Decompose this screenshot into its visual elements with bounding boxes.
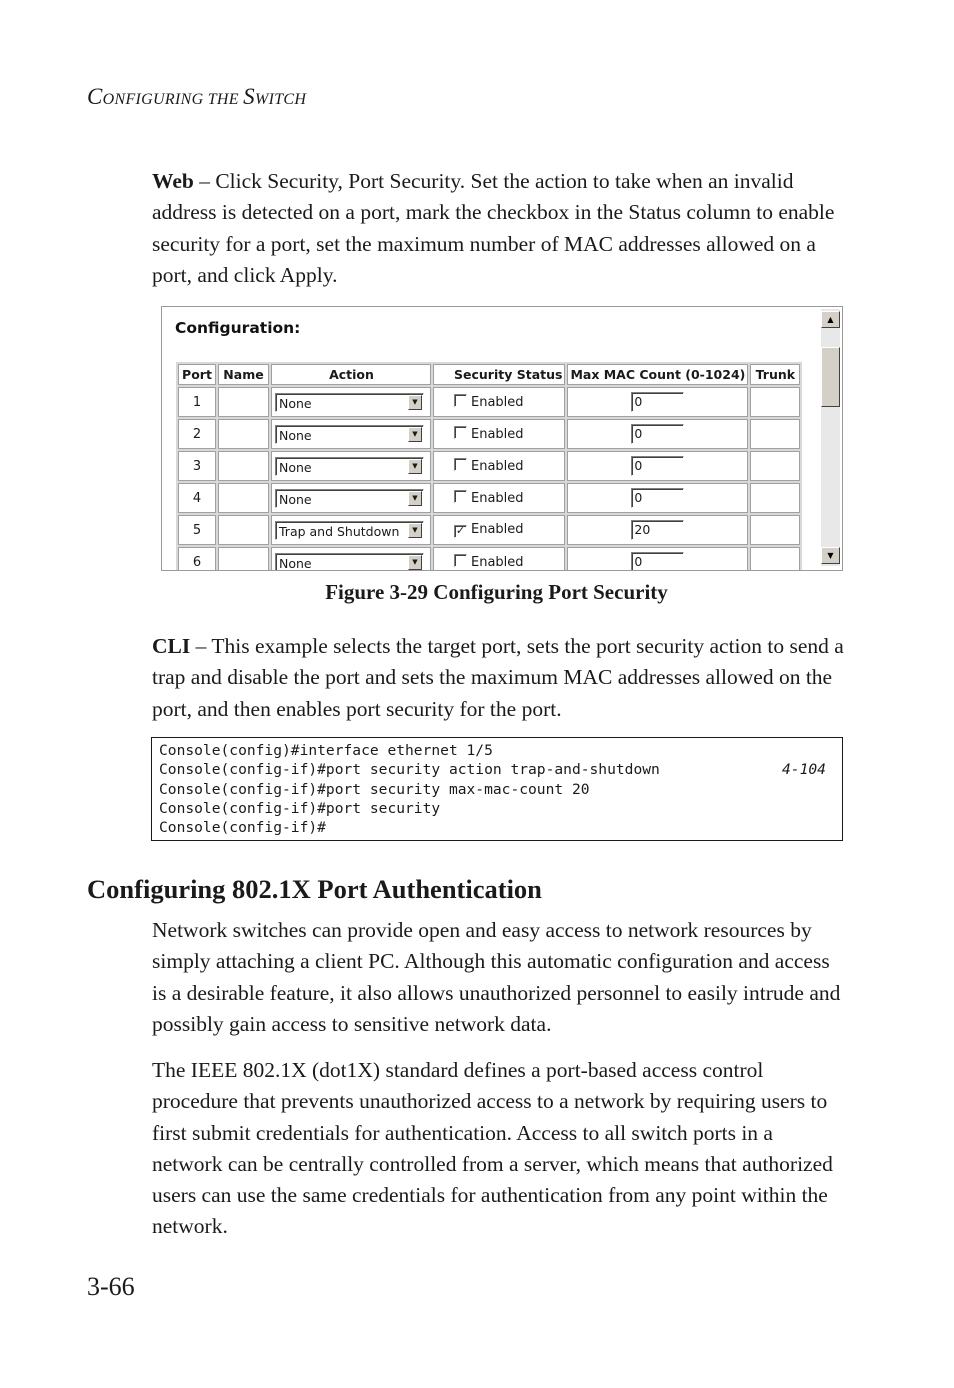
action-cell <box>271 387 431 417</box>
security-status-cell <box>433 515 565 545</box>
enabled-checkbox[interactable]: ✓ <box>455 524 466 537</box>
port-cell: 3 <box>178 451 216 481</box>
security-status-cell <box>433 547 565 571</box>
enabled-label: Enabled <box>471 491 524 506</box>
max-mac-count-input[interactable]: 0 <box>631 552 684 571</box>
action-select[interactable] <box>275 553 424 572</box>
col-name-header: Name <box>218 364 269 385</box>
max-mac-cell <box>567 547 748 571</box>
scroll-up-arrow-icon[interactable]: ▲ <box>821 311 840 328</box>
chevron-down-icon[interactable]: ▼ <box>408 491 422 506</box>
col-action-header: Action <box>271 364 431 385</box>
web-text: – Click Security, Port Security. Set the action to take when an invalid address is detected on a port, mark the checkbox in the Status column to enable security for a port, set the maximum number of MAC addresses allowed on a port, and click Apply. <box>152 169 835 287</box>
configuration-title: Configuration: <box>175 319 301 337</box>
col-port-header: Port <box>178 364 216 385</box>
enabled-checkbox[interactable] <box>454 490 467 503</box>
enabled-label: Enabled <box>471 395 524 410</box>
table-row <box>178 547 800 571</box>
enabled-label: Enabled <box>471 522 524 537</box>
port-cell: 5 <box>178 515 216 545</box>
port-cell: 1 <box>178 387 216 417</box>
name-cell <box>218 451 269 481</box>
port-cell: 4 <box>178 483 216 513</box>
action-select[interactable] <box>275 425 424 444</box>
table-row <box>178 515 800 545</box>
action-select-value: None <box>279 491 312 507</box>
action-select[interactable] <box>275 393 424 412</box>
figure-caption <box>0 580 954 605</box>
action-select-value: None <box>279 555 312 571</box>
enabled-checkbox[interactable] <box>454 426 467 439</box>
trunk-cell <box>750 419 800 449</box>
cli-text: – This example selects the target port, sets the port security action to send a trap and disable the port and sets the maximum MAC addresses allowed on the port, and then enables port security for the port. <box>152 634 844 721</box>
max-mac-count-input[interactable]: 20 <box>631 520 684 540</box>
trunk-cell <box>750 547 800 571</box>
chevron-down-icon[interactable]: ▼ <box>408 395 422 410</box>
code-line <box>159 799 842 818</box>
action-cell <box>271 483 431 513</box>
col-security-status-header: Security Status <box>433 364 565 385</box>
code-line-text: Console(config-if)#port security action trap-and-shutdown <box>159 761 660 779</box>
section-heading: Configuring 802.1X Port Authentication <box>87 874 542 904</box>
table-row <box>178 451 800 481</box>
col-max-mac-count-header: Max MAC Count (0-1024) <box>567 364 748 385</box>
security-status-cell <box>433 451 565 481</box>
action-select[interactable] <box>275 457 424 476</box>
action-cell <box>271 515 431 545</box>
table-row <box>178 419 800 449</box>
scroll-down-arrow-icon[interactable]: ▼ <box>821 547 840 564</box>
code-line-text: Console(config-if)#port security <box>159 799 441 817</box>
body-paragraph-2: The IEEE 802.1X (dot1X) standard defines a port-based access control procedure that prevents unauthorized access to a network by requiring users to first submit credentials for authentication. Access to all switch ports in a network can be centrally controlled from a server, which means that authorized users can use the same credentials for authentication from any point within the network. <box>152 1058 833 1239</box>
action-select-value: None <box>279 459 312 475</box>
code-line <box>159 780 842 799</box>
chevron-down-icon[interactable]: ▼ <box>408 523 422 538</box>
action-select-value: Trap and Shutdown <box>279 523 400 539</box>
action-select-value: None <box>279 427 312 443</box>
enabled-label: Enabled <box>471 427 524 442</box>
table-header-row <box>178 364 800 385</box>
chevron-down-icon[interactable]: ▼ <box>408 427 422 442</box>
action-cell <box>271 547 431 571</box>
port-security-screenshot <box>161 306 843 571</box>
action-select-value: None <box>279 395 312 411</box>
cli-instructions-paragraph <box>152 631 847 725</box>
port-cell: 6 <box>178 547 216 571</box>
max-mac-cell <box>567 483 748 513</box>
page-number: 3-66 <box>87 1272 135 1301</box>
security-status-cell <box>433 483 565 513</box>
trunk-cell <box>750 515 800 545</box>
code-line-text: Console(config-if)# <box>159 819 326 837</box>
max-mac-count-input[interactable]: 0 <box>631 488 684 508</box>
enabled-label: Enabled <box>471 555 524 570</box>
action-cell <box>271 419 431 449</box>
cli-lead: CLI <box>152 634 191 658</box>
security-status-cell <box>433 419 565 449</box>
max-mac-count-input[interactable]: 0 <box>631 392 684 412</box>
code-line <box>159 760 842 779</box>
enabled-label: Enabled <box>471 459 524 474</box>
web-lead: Web <box>152 169 194 193</box>
code-line-text: Console(config-if)#port security max-mac-count 20 <box>159 780 590 798</box>
code-line <box>159 741 842 760</box>
max-mac-cell <box>567 419 748 449</box>
body-paragraph-1: Network switches can provide open and easy access to network resources by simply attaching a client PC. Although this automatic configuration and access is a desirable feature, it also allows unauthorized personnel to easily intrude and possibly gain access to sensitive network data. <box>152 918 841 1036</box>
action-select[interactable] <box>275 521 424 540</box>
trunk-cell <box>750 483 800 513</box>
name-cell <box>218 387 269 417</box>
port-cell: 2 <box>178 419 216 449</box>
name-cell <box>218 483 269 513</box>
col-trunk-header: Trunk <box>750 364 800 385</box>
cli-code-block <box>151 737 843 841</box>
table-row <box>178 387 800 417</box>
chevron-down-icon[interactable]: ▼ <box>408 459 422 474</box>
name-cell <box>218 419 269 449</box>
trunk-cell <box>750 387 800 417</box>
max-mac-count-input[interactable]: 0 <box>631 456 684 476</box>
security-status-cell <box>433 387 565 417</box>
port-security-table <box>176 362 802 571</box>
vertical-scrollbar[interactable] <box>821 309 840 566</box>
enabled-checkbox[interactable] <box>454 394 467 407</box>
chevron-down-icon[interactable]: ▼ <box>408 555 422 570</box>
running-header: CONFIGURING THE SWITCH <box>87 84 307 109</box>
name-cell <box>218 515 269 545</box>
code-line <box>159 818 842 837</box>
enabled-checkbox[interactable] <box>454 554 467 567</box>
code-line-text: Console(config)#interface ethernet 1/5 <box>159 742 493 759</box>
action-select[interactable] <box>275 489 424 508</box>
web-instructions-paragraph <box>152 166 847 291</box>
max-mac-cell <box>567 451 748 481</box>
enabled-checkbox[interactable] <box>454 458 467 471</box>
max-mac-cell <box>567 515 748 545</box>
scrollbar-thumb[interactable] <box>821 347 840 407</box>
figure-caption-text: Figure 3-29 Configuring Port Security <box>325 580 668 604</box>
code-line-page-ref: 4-104 <box>782 761 826 779</box>
max-mac-cell <box>567 387 748 417</box>
name-cell <box>218 547 269 571</box>
table-row <box>178 483 800 513</box>
max-mac-count-input[interactable]: 0 <box>631 424 684 444</box>
action-cell <box>271 451 431 481</box>
trunk-cell <box>750 451 800 481</box>
